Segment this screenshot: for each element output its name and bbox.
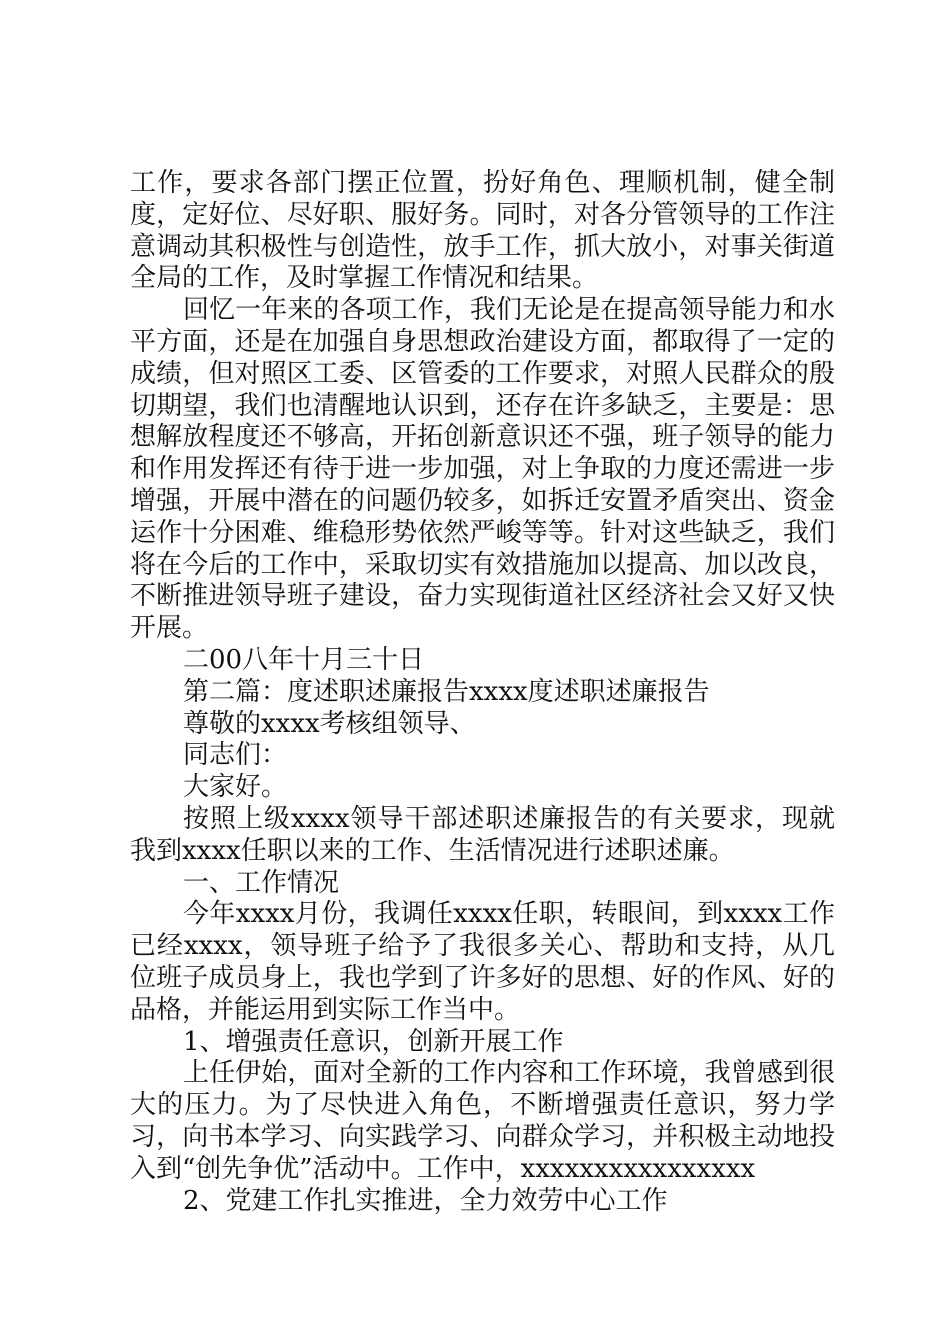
subheading-2: 2、党建工作扎实推进，全力效劳中心工作 xyxy=(183,1185,668,1216)
paragraph-intro: 按照上级xxxx领导干部述职述廉报告的有关要求，现就我到xxxx任职以来的工作、生活情况进行述职述廉。 xyxy=(130,803,835,866)
section-title: 第二篇：度述职述廉报告xxxx度述职述廉报告 xyxy=(183,676,710,707)
greeting: 大家好。 xyxy=(183,772,288,803)
paragraph-date: 二00八年十月三十日 xyxy=(183,644,425,675)
paragraph-work-situation: 今年xxxx月份，我调任xxxx任职，转眼间，到xxxx工作已经xxxx，领导班子给予了我很多关心、帮助和支持，从几位班子成员身上，我也学到了许多好的思想、好的作风、好的品格，并能运用到实际工作当中。 xyxy=(130,899,835,1025)
paragraph-2: 回忆一年来的各项工作，我们无论是在提高领导能力和水平方面，还是在加强自身思想政治建设方面，都取得了一定的成绩，但对照区工委、区管委的工作要求，对照人民群众的殷切期望，我们也清醒地认识到，还存在许多缺乏，主要是：思想解放程度还不够高，开拓创新意识还不强，班子领导的能力和作用发挥还有待于进一步加强，对上争取的力度还需进一步增强，开展中潜在的问题仍较多，如拆迁安置矛盾突出、资金运作十分困难、维稳形势依然严峻等等。针对这些缺乏，我们将在今后的工作中，采取切实有效措施加以提高、加以改良，不断推进领导班子建设，奋力实现街道社区经济社会又好又快开展。 xyxy=(130,295,835,644)
subheading-1: 1、增强责任意识，创新开展工作 xyxy=(183,1026,564,1057)
paragraph-1: 工作，要求各部门摆正位置，扮好角色、理顺机制，健全制度，定好位、尽好职、服好务。同时，对各分管领导的工作注意调动其积极性与创造性，放手工作，抓大放小，对事关街道全局的工作，及时掌握工作情况和结果。 xyxy=(130,168,835,294)
salutation-2: 同志们： xyxy=(183,740,288,771)
document-body xyxy=(130,168,835,1217)
heading-work-situation: 一、工作情况 xyxy=(183,867,340,898)
paragraph-subheading-1: 上任伊始，面对全新的工作内容和工作环境，我曾感到很大的压力。为了尽快进入角色，不断增强责任意识，努力学习，向书本学习、向实践学习、向群众学习，并积极主动地投入到“创先争优”活动中。工作中，xxxxxxxxxxxxxxxx xyxy=(130,1058,835,1184)
salutation-1: 尊敬的xxxx考核组领导、 xyxy=(183,708,476,739)
